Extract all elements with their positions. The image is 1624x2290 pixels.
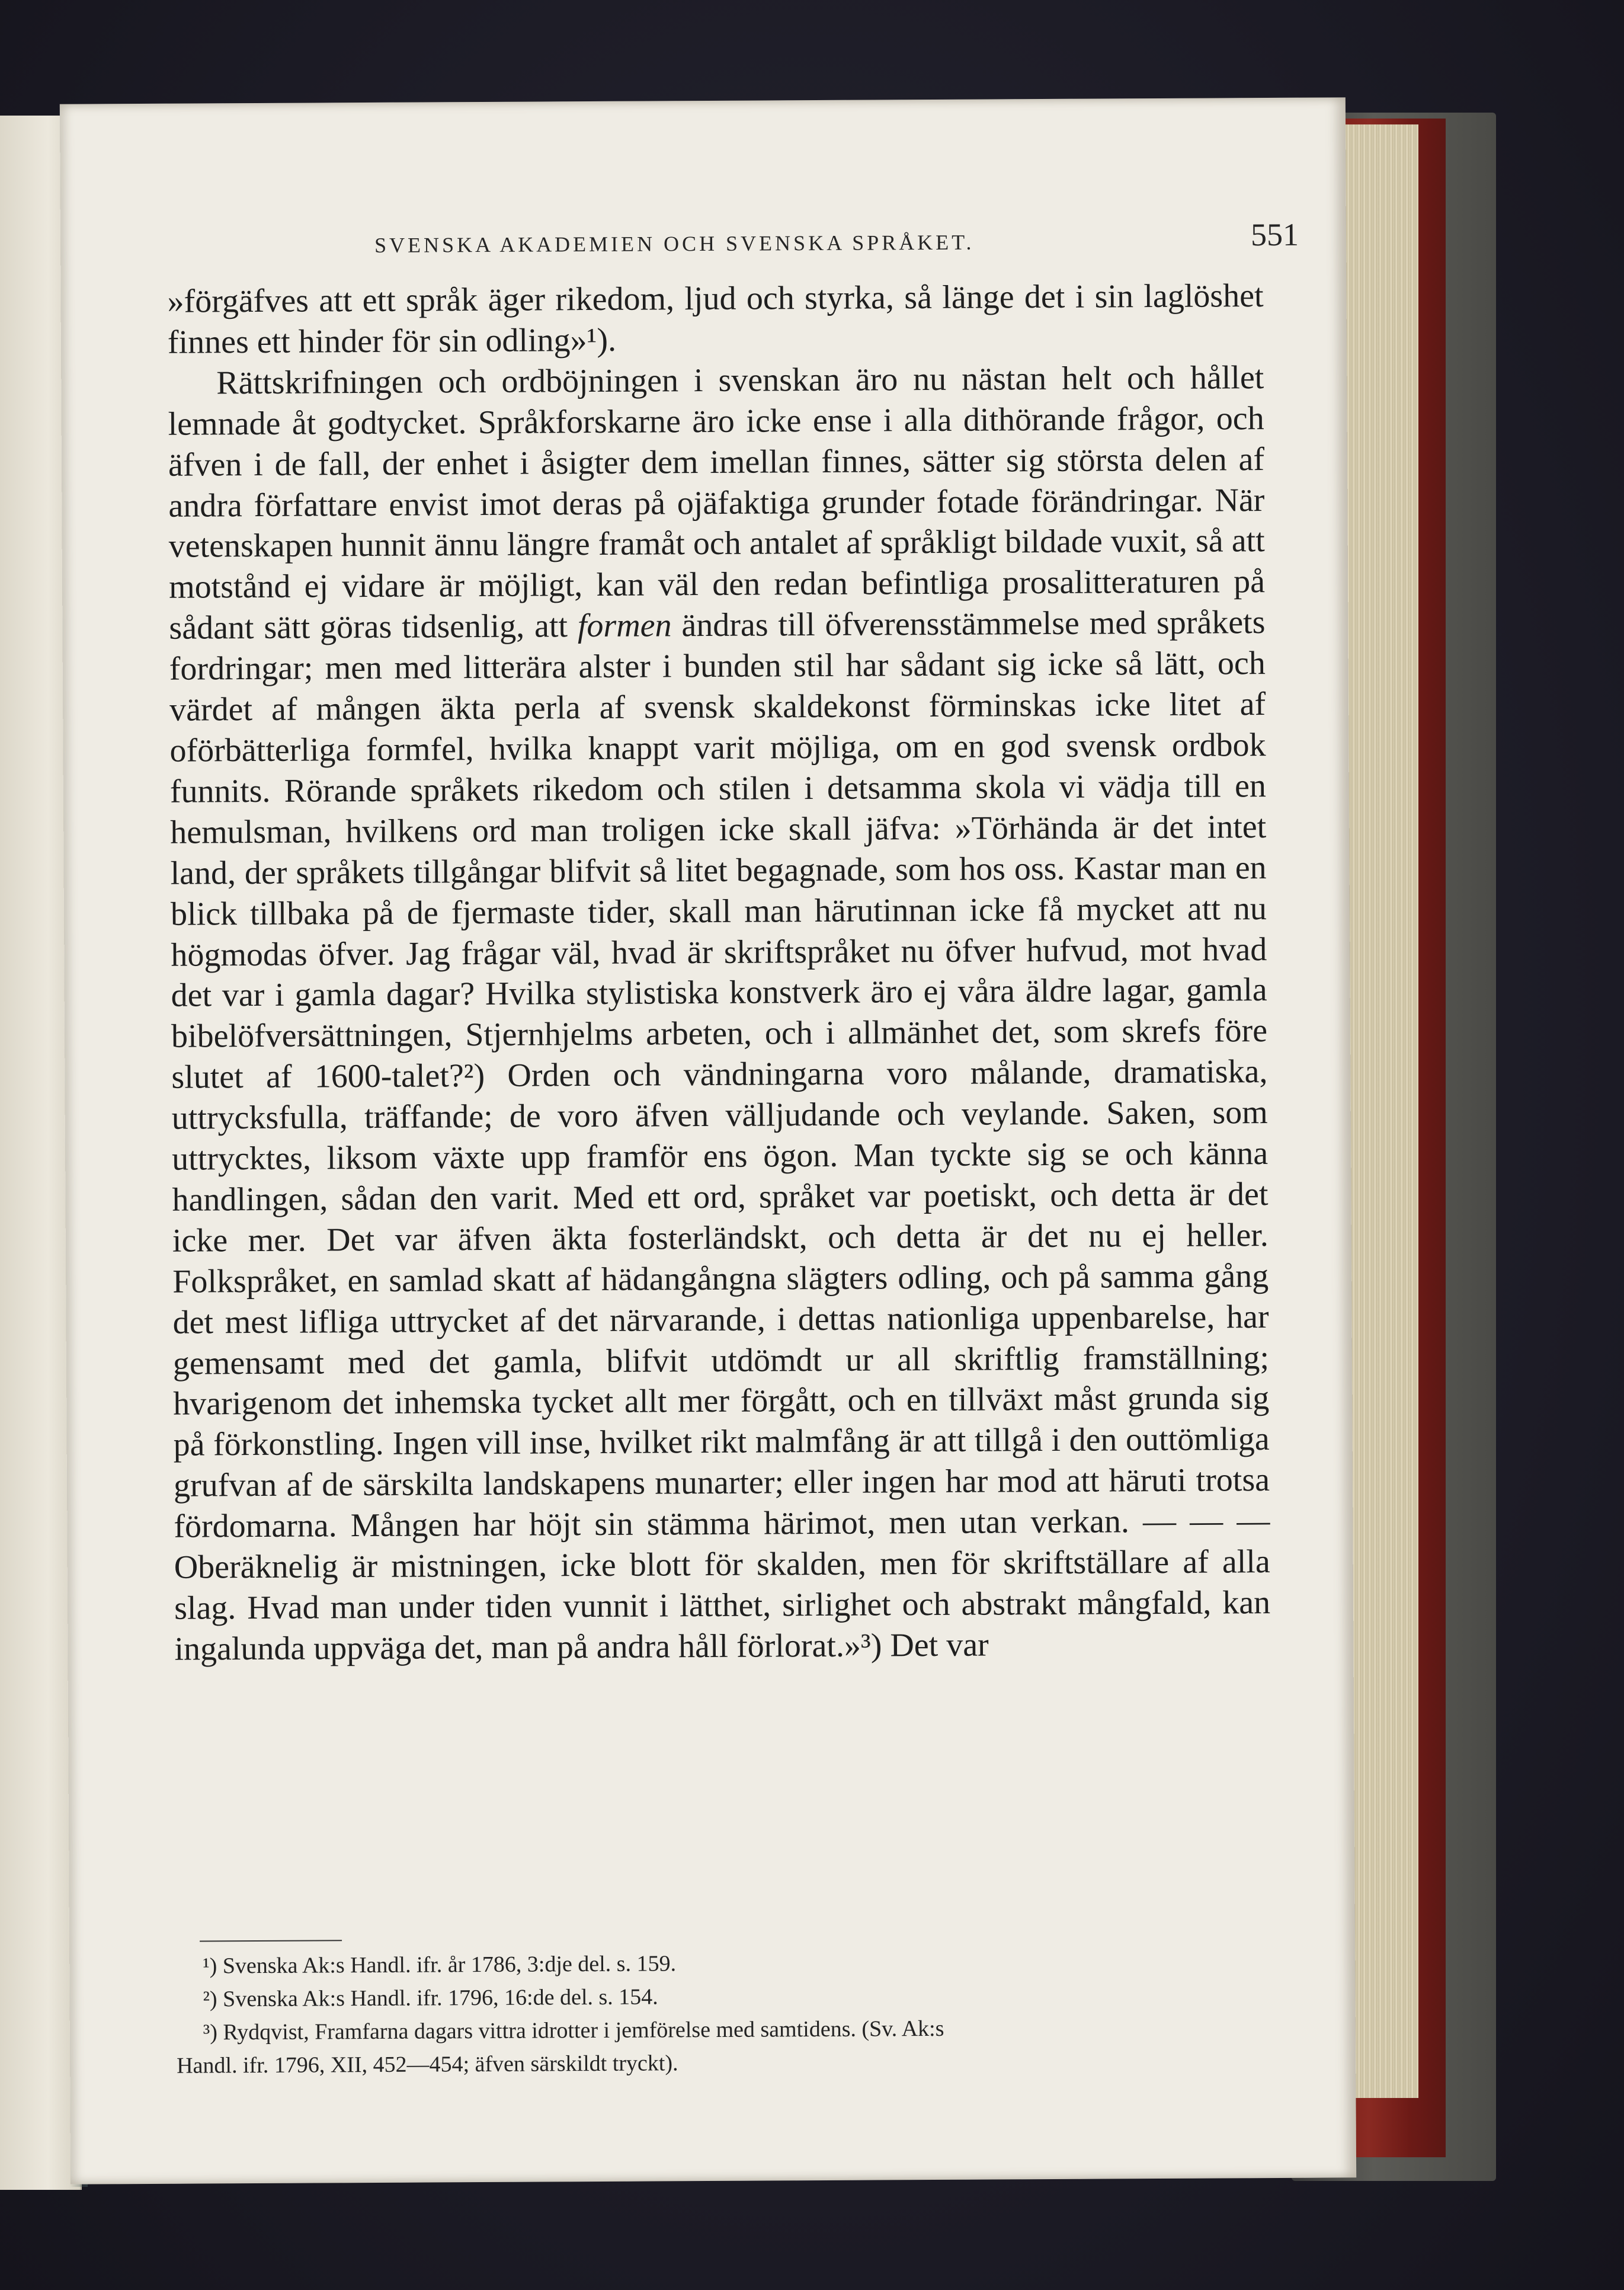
footnote-3-continuation: Handl. ifr. 1796, XII, 452—454; äfven särskildt tryckt). [177, 2051, 678, 2078]
footnote-3: ³) Rydqvist, Framfarna dagars vittra idrotter i jemförelse med samtidens. (Sv. Ak:s [203, 2016, 944, 2045]
paragraph-1: »förgäfves att ett språk äger rikedom, ljud och styrka, så länge det i sin laglöshet finnes ett hinder för sin odling»¹). [167, 277, 1264, 361]
book-page [60, 97, 1356, 2184]
body-text [167, 276, 1270, 1669]
paragraph-2 [168, 357, 1271, 1670]
emphasis-formen: formen [577, 607, 672, 645]
footnotes [176, 1944, 1273, 2083]
paragraph-2-part-b: ändras till öfverensstämmelse med språkets fordringar; men med litterära alster i bunden stil har sådant sig icke så lätt, och värdet af mången äkta perla af svensk skaldekonst förminskas icke litet af oförbätterliga formfel, hvilka knappt varit möjliga, om en god svensk ordbok funnits. Rörande språkets rikedom och stilen i detsamma skola vi vädja till en hemulsman, hvilkens ord man troligen icke skall jäfva: »Törhända är det intet land, der språkets tillgångar blifvit så litet begagnade, som hos oss. Kastar man en blick tillbaka på de fjermaste tider, skall man härutinnan icke få mycket att nu högmodas öfver. Jag frågar väl, hvad är skriftspråket nu öfver hufvud, mot hvad det var i gamla dagar? Hvilka stylistiska konstverk äro ej våra äldre lagar, gamla bibelöfversättningen, Stjernhjelms arbeten, och i allmänhet det, som skrefs före slutet af 1600-talet?²) Orden och vändningarna voro målande, dramatiska, uttrycksfulla, träffande; de voro äfven välljudande och veylande. Saken, som uttrycktes, liksom växte upp framför ens ögon. Man tyckte sig se och känna handlingen, sådan den varit. Med ett ord, språket var poetiskt, och detta är det icke mer. Det var äfven äkta fosterländskt, och detta är det nu ej heller. Folkspråket, en samlad skatt af hädangångna slägters odling, och på samma gång det mest lifliga uttrycket af det närvarande, i dettas nationliga uppenbarelse, har gemensamt med det gamla, blifvit utdömdt ur all skriftlig framställning; hvarigenom det inhemska tycket allt mer förgått, och en tillväxt måst grunda sig på förkonstling. Ingen vill inse, hvilket rikt malmfång är att tillgå i den outtömliga grufvan af de särskilta landskapens munarter; eller ingen har mod att häruti trotsa fördomarna. Mången har höjt sin stämma härimot, men utan verkan. — — — Oberäknelig är mistningen, icke blott för skalden, men för skriftställare af alla slag. Hvad man under tiden vunnit i lätthet, sirlighet och abstrakt mångfald, kan ingalunda uppväga det, man på andra håll förlorat.»³) Det var [169, 604, 1271, 1668]
footnote-1: ¹) Svenska Ak:s Handl. ifr. år 1786, 3:dje del. s. 159. [203, 1951, 677, 1979]
page-number: 551 [1250, 216, 1299, 253]
paragraph-2-part-a: Rättskrifningen och ordböjningen i svenskan äro nu nästan helt och hållet lemnade åt godtycket. Språkforskarne äro icke ense i alla dithörande frågor, och äfven i de fall, der enhet i åsigter dem imellan finnes, sätter sig största delen af andra författare envist imot deras på ojäfaktiga grunder fotade förändringar. När vetenskapen hunnit ännu längre framåt och antalet af språkligt bildade vuxit, så att motstånd ej vidare är möjligt, kan väl den redan befintliga prosalitteraturen på sådant sätt göras tidsenlig, att [168, 359, 1266, 647]
page-header [374, 216, 1299, 268]
running-head: SVENSKA AKADEMIEN OCH SVENSKA SPRÅKET. [374, 230, 975, 257]
footnote-rule [200, 1940, 342, 1942]
footnote-2: ²) Svenska Ak:s Handl. ifr. 1796, 16:de del. s. 154. [203, 1984, 658, 2012]
